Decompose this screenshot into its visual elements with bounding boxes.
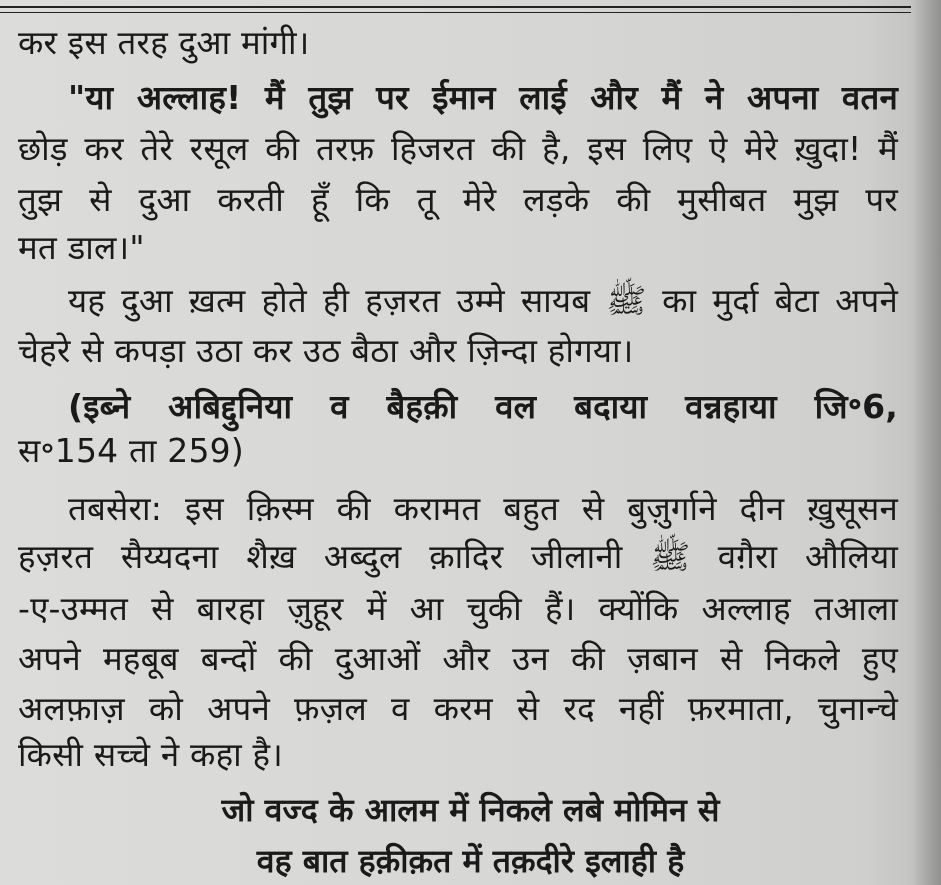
verse-line-2: वह बात हक़ीक़त में तक़दीरे इलाही है [256, 842, 685, 880]
commentary-line-2: हज़रत सैय्यदना शैख़ अब्दुल क़ादिर जीलानी ﷺ वग़ैरा औलिया [18, 537, 899, 576]
citation-line-2: स॰154 ता 259) [18, 431, 244, 470]
dua-quote-line-2: छोड़ कर तेरे रसूल की तरफ़ हिजरत की है, इस लिए ऐ मेरे ख़ुदा! मैं [18, 129, 898, 168]
dua-quote-line-3: तुझ से दुआ करती हूँ कि तू मेरे लड़के की मुसीबत मुझ पर [18, 180, 898, 219]
paragraph-line-2: चेहरे से कपड़ा उठा कर उठ बैठा और ज़िन्दा होगया। [18, 331, 634, 370]
commentary-line-1: तबसेरा: इस क़िस्म की करामत बहुत से बुज़ुर्गाने दीन ख़ुसूसन [68, 489, 898, 528]
dua-quote-line-4: मत डाल।" [18, 228, 145, 267]
verse-line-1: जो वज्द के आलम में निकले लबे मोमिन से [221, 791, 720, 829]
commentary-line-5: अलफ़ाज़ को अपने फ़ज़ल व करम से रद नहीं फ़रमाता, चुनान्चे [18, 689, 898, 728]
citation-line-1: (इब्ने अबिद्दुनिया व बैहक़ी वल बदाया वन्नहाया जि॰6, [68, 387, 898, 426]
dua-quote-line-1: "या अल्लाह! मैं तुझ पर ईमान लाई और मैं ने अपना वतन [68, 78, 898, 117]
text-line-1: कर इस तरह दुआ मांगी। [18, 23, 310, 62]
page-edge-shadow [911, 0, 941, 885]
commentary-line-4: अपने महबूब बन्दों की दुआओं और उन की ज़बान से निकले हुए [18, 639, 898, 678]
paragraph-line-1: यह दुआ ख़त्म होते ही हज़रत उम्मे सायब ﷺ का मुर्दा बेटा अपने [68, 281, 898, 320]
header-rule [0, 6, 911, 8]
commentary-line-6: किसी सच्चे ने कहा है। [18, 735, 283, 774]
commentary-line-3: -ए-उम्मत से बारहा ज़ुहूर में आ चुकी हैं। क्योंकि अल्लाह तआला [18, 589, 898, 628]
header-rule-thin [0, 12, 911, 13]
